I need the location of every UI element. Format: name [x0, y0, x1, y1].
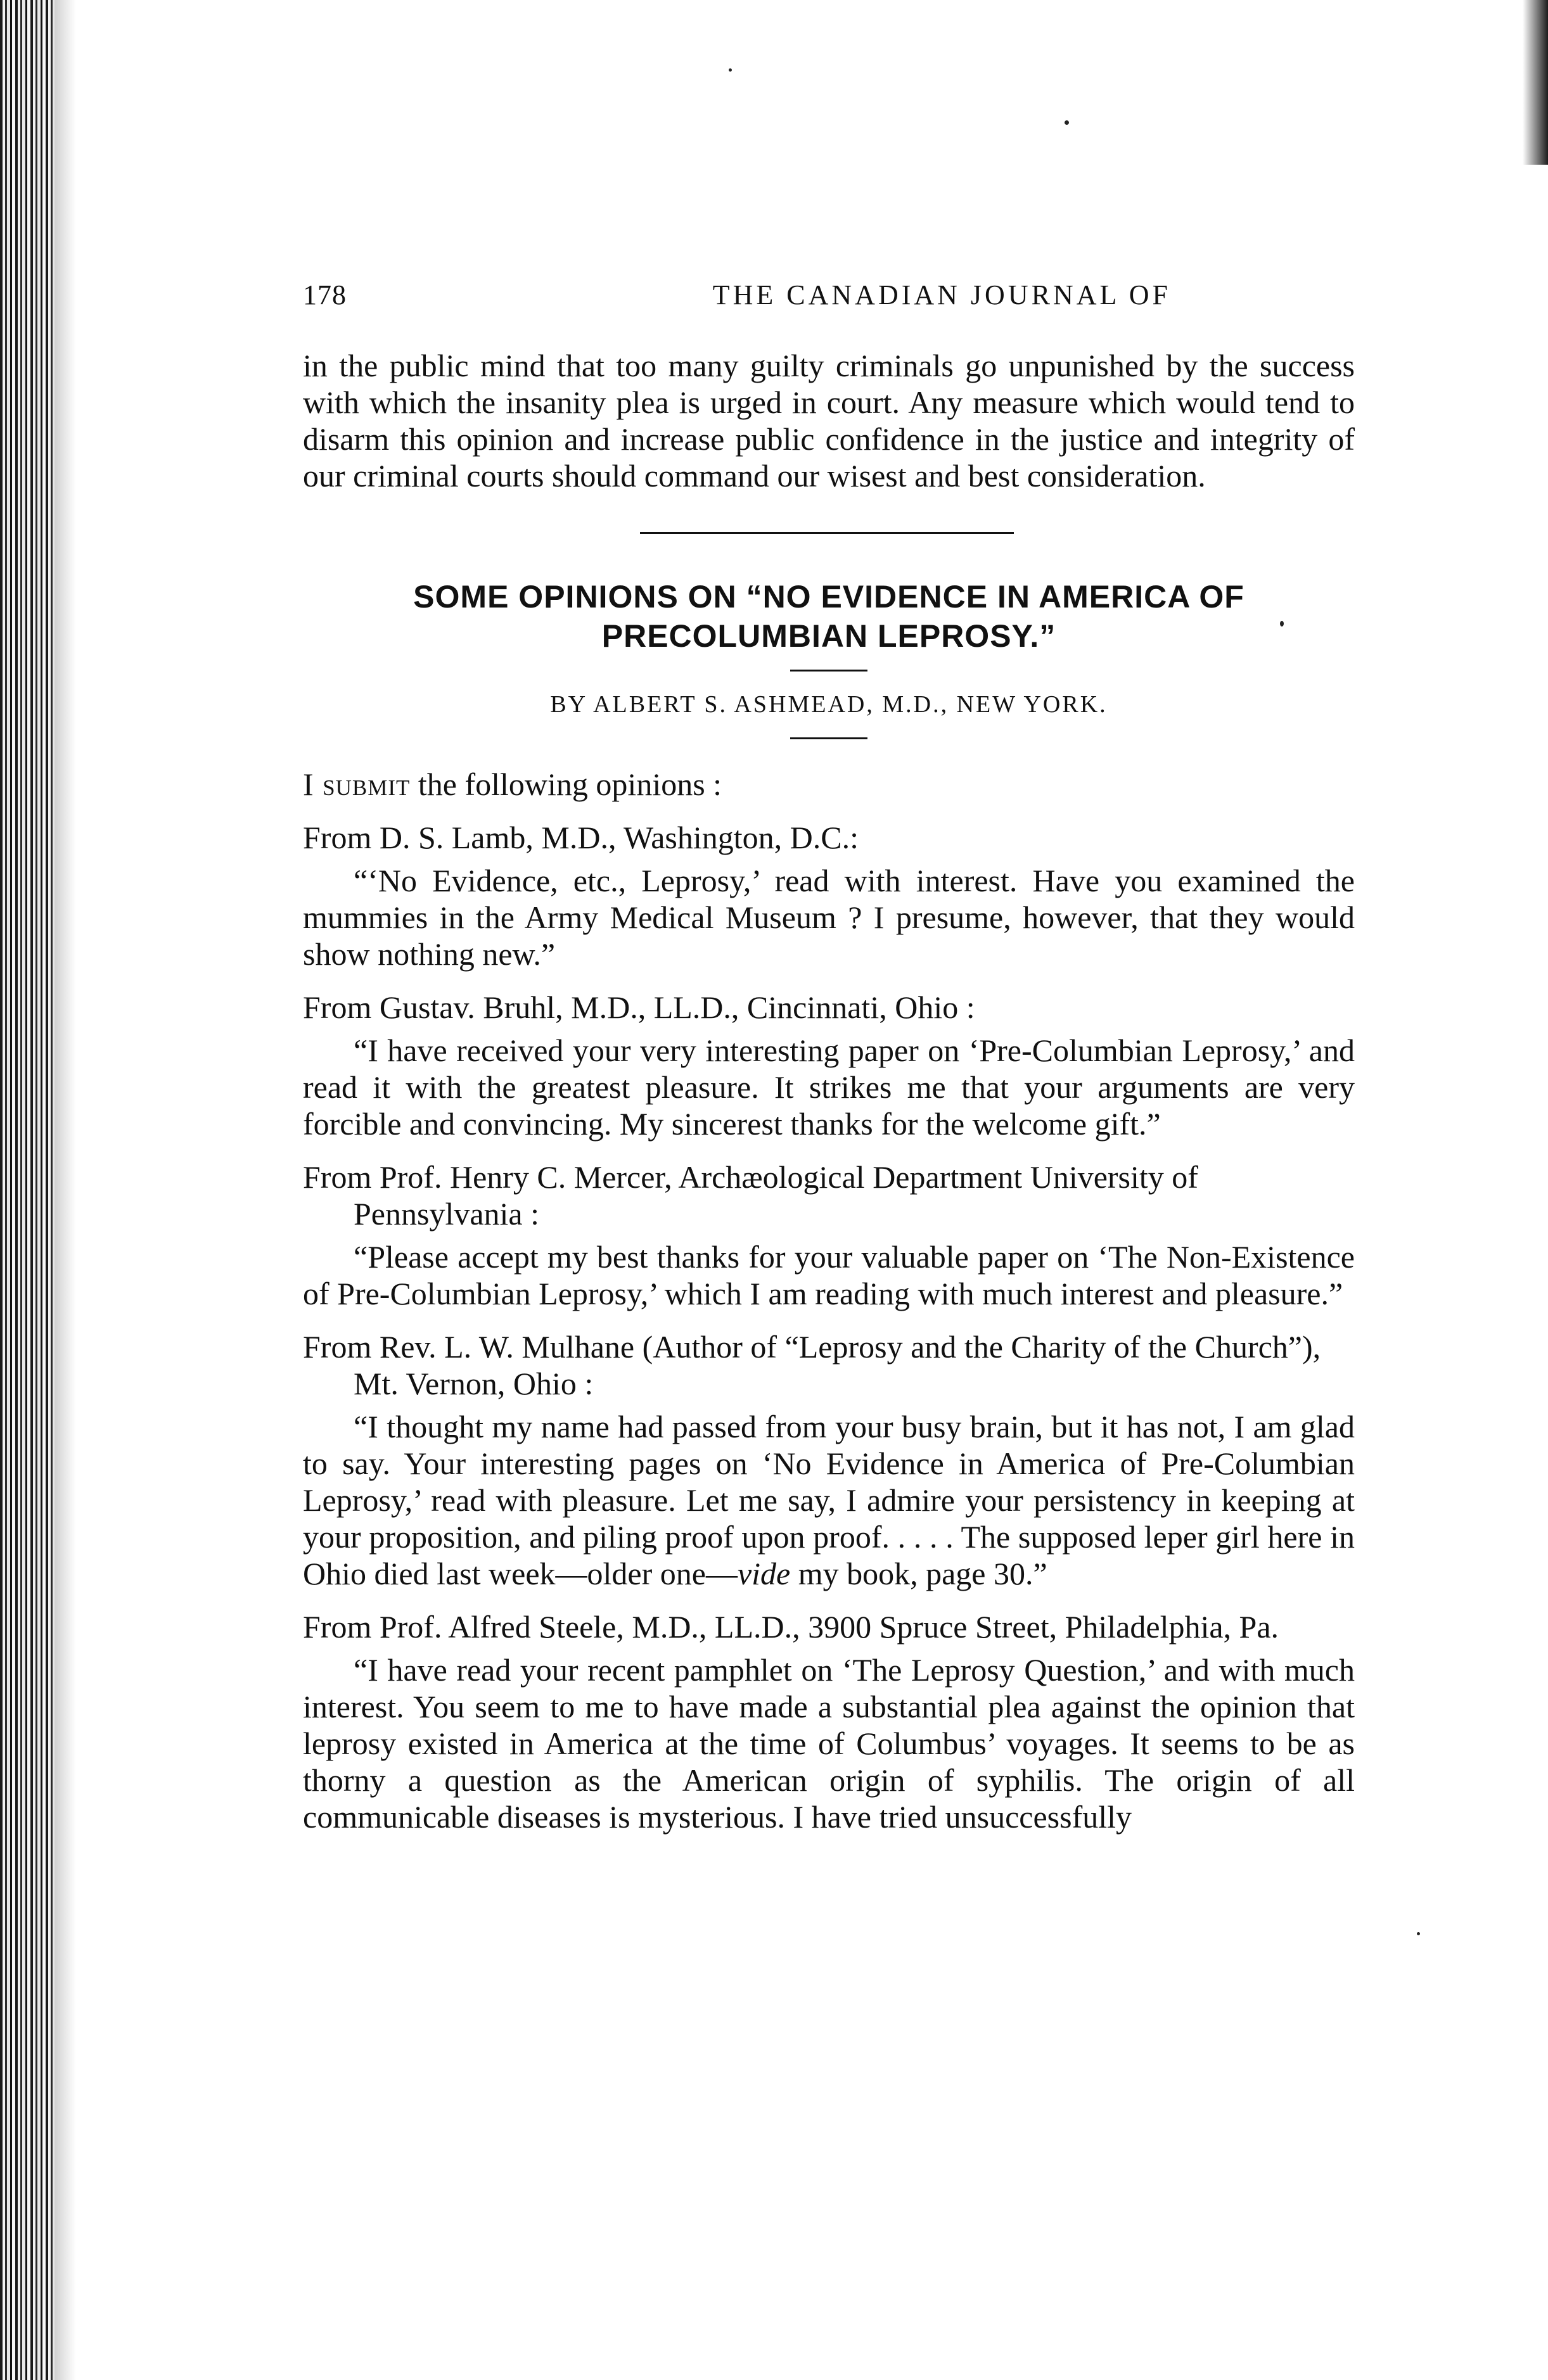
opinion-source: From D. S. Lamb, M.D., Washington, D.C.:	[303, 820, 859, 855]
opinion-quote: “I have read your recent pamphlet on ‘The Leprosy Question,’ and with much interest. You seem to me to have made a substantial plea against the opinion that leprosy existed in America at the time of Columbus’ voyages. It seems to be as thorny a question as the American origin of syphilis. The origin of all communicable diseases is mysterious. I have tried unsuccessfully	[303, 1652, 1355, 1835]
opinion-quote-text: my book, page 30.”	[790, 1556, 1047, 1591]
intro-paragraph: in the public mind that too many guilty criminals go unpunished by the success with which the insanity plea is urged in court. Any measure which would tend to disarm this opinion and increase public confidence in the justice and integrity of our criminal courts should command our wisest and best consideration.	[303, 348, 1355, 493]
byline-rule	[790, 737, 867, 739]
submit-rest: the following opinions :	[410, 767, 722, 802]
scan-speck	[1065, 120, 1069, 125]
opinion-quote: “I have received your very interesting paper on ‘Pre-Columbian Leprosy,’ and read it with the greatest pleasure. It strikes me that your arguments are very forcible and convincing. My sincerest thanks for the welcome gift.”	[303, 1033, 1355, 1142]
binding-shadow	[54, 0, 76, 2380]
opinion-source: From Prof. Henry C. Mercer, Archæological Department University of Pennsylvania :	[303, 1159, 1198, 1231]
opinion-quote: “‘No Evidence, etc., Leprosy,’ read with interest. Have you examined the mummies in the Army Medical Museum ? I presume, however, that they would show nothing new.”	[303, 863, 1355, 972]
opinion-quote-italic: vide	[737, 1556, 791, 1591]
page-number: 178	[303, 279, 347, 310]
document-page	[303, 279, 1355, 1835]
byline: BY ALBERT S. ASHMEAD, M.D., NEW YORK.	[550, 691, 1108, 718]
submit-smallcaps: I submit	[303, 767, 411, 802]
opinion-quote	[303, 1408, 1355, 1592]
opinion-quote-text: “I thought my name had passed from your busy brain, but it has not, I am glad to say. Your interesting pages on ‘No Evidence in America of Pre-Columbian Leprosy,’ read with pleasure. Let me say, I admire your persistency in keeping at your proposition, and piling proof upon proof. . . . . The supposed leper girl here in Ohio died last week—older one—	[303, 1409, 1355, 1591]
section-divider	[640, 532, 1014, 534]
article-title	[303, 577, 1355, 656]
article-title-line-2: PRECOLUMBIAN LEPROSY.”	[601, 618, 1056, 654]
article-title-line-1: SOME OPINIONS ON “NO EVIDENCE IN AMERICA OF	[413, 579, 1244, 614]
running-header	[303, 279, 1355, 317]
opinion-quote: “Please accept my best thanks for your valuable paper on ‘The Non-Existence of Pre-Columbian Leprosy,’ which I am reading with much interest and pleasure.”	[303, 1239, 1355, 1311]
opinion-source: From Rev. L. W. Mulhane (Author of “Leprosy and the Charity of the Church”), Mt. Vernon, Ohio :	[303, 1329, 1321, 1401]
scanned-binding-edge	[0, 0, 54, 2380]
scan-edge-shadow	[1523, 0, 1548, 165]
scan-speck	[1417, 1932, 1420, 1935]
submit-line	[303, 766, 1355, 803]
opinion-source: From Prof. Alfred Steele, M.D., LL.D., 3900 Spruce Street, Philadelphia, Pa.	[303, 1609, 1279, 1645]
journal-title: THE CANADIAN JOURNAL OF	[712, 279, 1171, 310]
opinion-source: From Gustav. Bruhl, M.D., LL.D., Cincinnati, Ohio :	[303, 990, 975, 1025]
title-rule	[790, 670, 867, 671]
scan-speck	[729, 68, 732, 72]
